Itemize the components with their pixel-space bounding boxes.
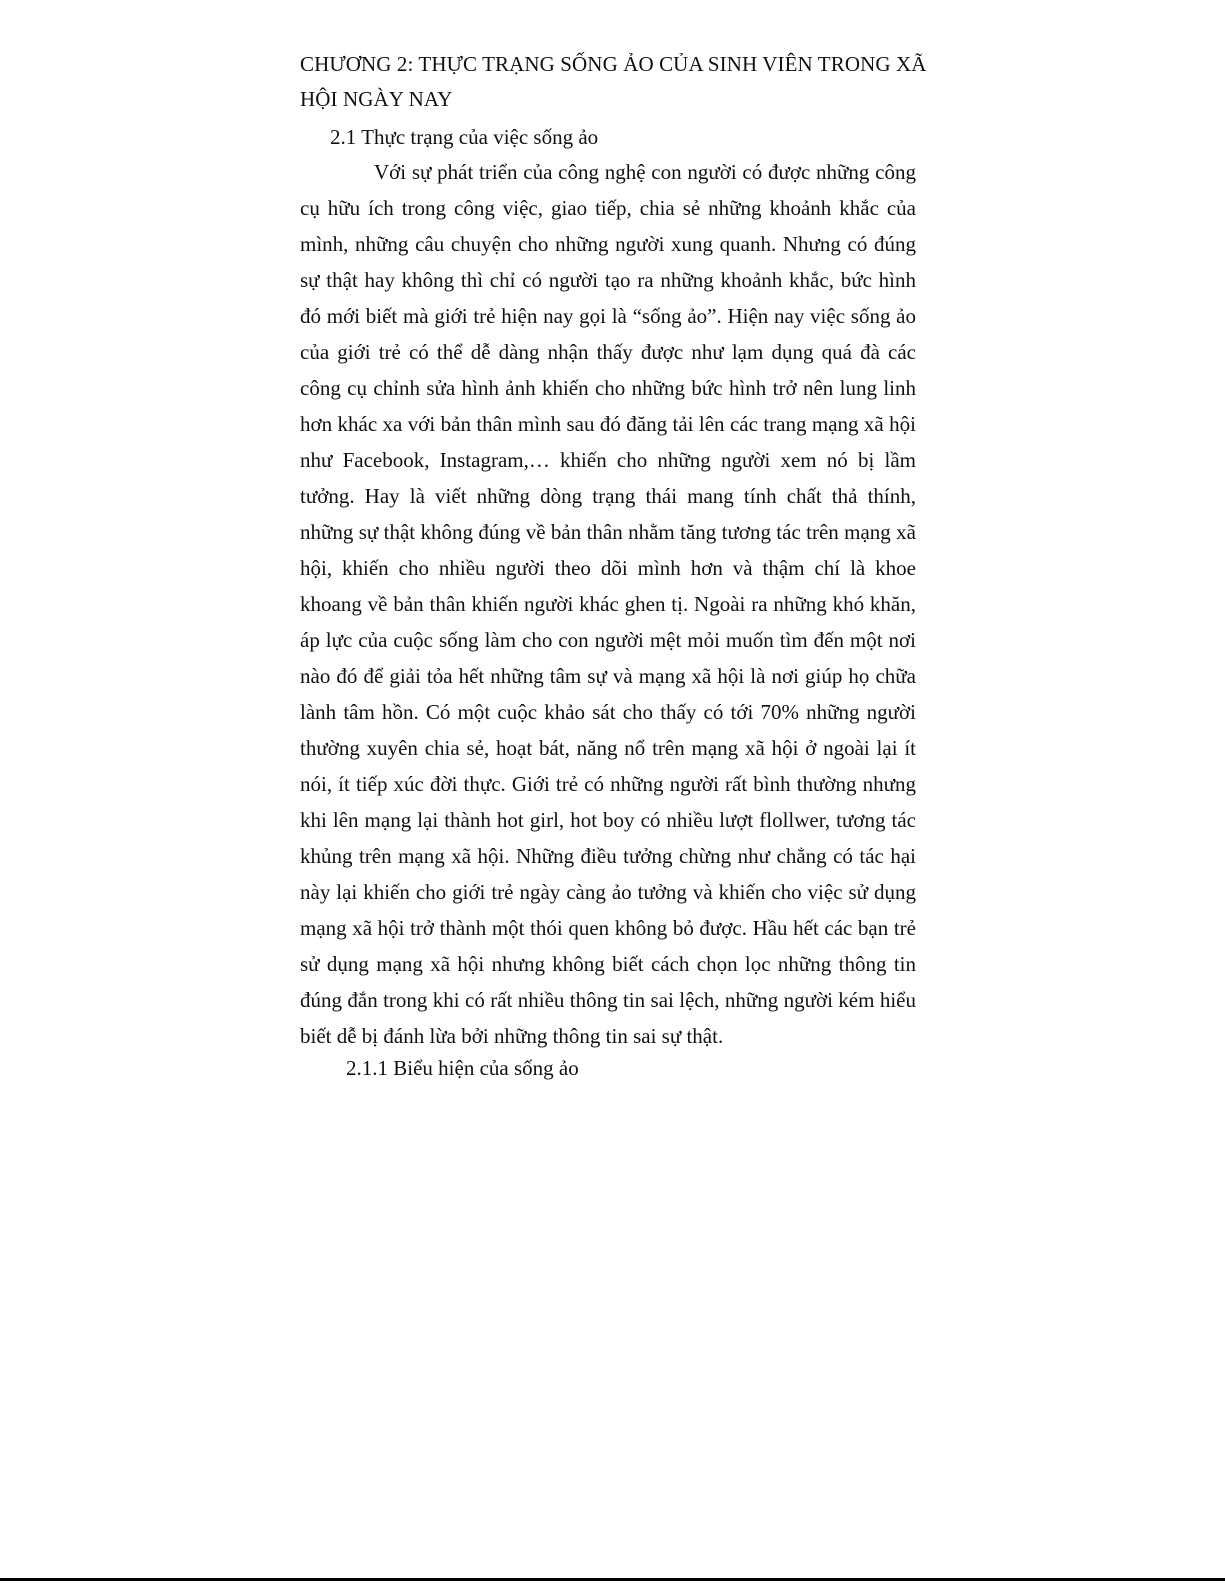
section-heading: 2.1 Thực trạng của việc sống ảo — [330, 125, 599, 149]
body-paragraph: Với sự phát triển của công nghệ con người có được những công cụ hữu ích trong công việc, giao tiếp, chia sẻ những khoảnh khắc của mình, những câu chuyện cho những người xung quanh. Nhưng có đúng sự thật hay không thì chỉ có người tạo ra những khoảnh khắc, bức hình đó mới biết mà giới trẻ hiện nay gọi là “sống ảo”. Hiện nay việc sống ảo của giới trẻ có thể dễ dàng nhận thấy được như lạm dụng quá đà các công cụ chỉnh sửa hình ảnh khiến cho những bức hình trở nên lung linh hơn khác xa với bản thân mình sau đó đăng tải lên các trang mạng xã hội như Facebook, Instagram,… khiến cho những người xem nó bị lầm tưởng. Hay là viết những dòng trạng thái mang tính chất thả thính, những sự thật không đúng về bản thân nhằm tăng tương tác trên mạng xã hội, khiến cho nhiều người theo dõi mình hơn và thậm chí là khoe khoang về bản thân khiến người khác ghen tị. Ngoài ra những khó khăn, áp lực của cuộc sống làm cho con người mệt mỏi muốn tìm đến một nơi nào đó để giải tỏa hết những tâm sự và mạng xã hội là nơi giúp họ chữa lành tâm hồn. Có một cuộc khảo sát cho thấy có tới 70% những người thường xuyên chia sẻ, hoạt bát, năng nổ trên mạng xã hội ở ngoài lại ít nói, ít tiếp xúc đời thực. Giới trẻ có những người rất bình thường nhưng khi lên mạng lại thành hot girl, hot boy có nhiều lượt flollwer, tương tác khủng trên mạng xã hội. Những điều tưởng chừng như chẳng có tác hại này lại khiến cho giới trẻ ngày càng ảo tưởng và khiến cho việc sử dụng mạng xã hội trở thành một thói quen không bỏ được. Hầu hết các bạn trẻ sử dụng mạng xã hội nhưng không biết cách chọn lọc những thông tin đúng đắn trong khi có rất nhiều thông tin sai lệch, những người kém hiểu biết dễ bị đánh lừa bởi những thông tin sai sự thật. — [300, 160, 916, 1048]
chapter-title: CHƯƠNG 2: THỰC TRẠNG SỐNG ẢO CỦA SINH VIÊN TRONG XÃ HỘI NGÀY NAY — [300, 52, 927, 111]
bottom-border-line — [0, 1578, 1225, 1581]
subsection-heading: 2.1.1 Biểu hiện của sống ảo — [346, 1056, 579, 1080]
